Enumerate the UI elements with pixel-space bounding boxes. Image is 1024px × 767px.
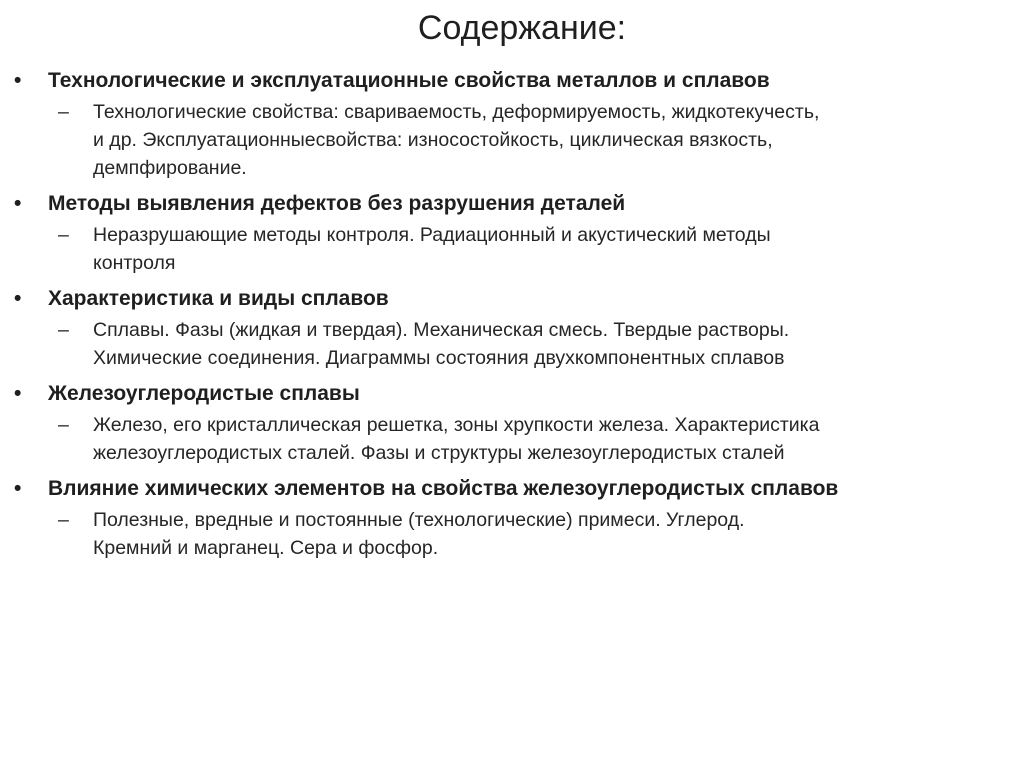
detail-line: Кремний и марганец. Сера и фосфор.	[93, 537, 439, 559]
bullet-icon: •	[14, 382, 22, 405]
contents-section	[0, 189, 1024, 277]
bullet-icon: •	[14, 287, 22, 310]
section-detail	[0, 411, 1024, 467]
contents-section	[0, 66, 1024, 182]
detail-line: контроля	[93, 252, 176, 274]
dash-icon: –	[58, 509, 69, 531]
contents-section	[0, 379, 1024, 467]
section-heading: Технологические и эксплуатационные свойства металлов и сплавов	[48, 69, 770, 92]
detail-line: Неразрушающие методы контроля. Радиационный и акустический методы	[93, 224, 771, 246]
dash-icon: –	[58, 414, 69, 436]
bullet-icon: •	[14, 192, 22, 215]
section-detail	[0, 98, 1024, 182]
section-heading: Влияние химических элементов на свойства железоуглеродистых сплавов	[48, 477, 839, 500]
detail-line: Полезные, вредные и постоянные (технологические) примеси. Углерод.	[93, 509, 745, 531]
detail-line: Железо, его кристаллическая решетка, зоны хрупкости железа. Характеристика	[93, 414, 820, 436]
contents-section	[0, 474, 1024, 562]
section-detail	[0, 316, 1024, 372]
dash-icon: –	[58, 101, 69, 123]
detail-line: и др. Эксплуатационныесвойства: износостойкость, циклическая вязкость,	[93, 129, 773, 151]
detail-line: Технологические свойства: свариваемость, деформируемость, жидкотекучесть,	[93, 101, 820, 123]
section-heading: Методы выявления дефектов без разрушения деталей	[48, 192, 626, 215]
section-detail	[0, 506, 1024, 562]
detail-line: железоуглеродистых сталей. Фазы и структуры железоуглеродистых сталей	[93, 442, 785, 464]
dash-icon: –	[58, 224, 69, 246]
detail-line: Химические соединения. Диаграммы состояния двухкомпонентных сплавов	[93, 347, 785, 369]
dash-icon: –	[58, 319, 69, 341]
section-heading: Характеристика и виды сплавов	[48, 287, 389, 310]
bullet-icon: •	[14, 69, 22, 92]
slide-title: Содержание:	[417, 9, 627, 47]
contents-section	[0, 284, 1024, 372]
detail-line: демпфирование.	[93, 157, 247, 179]
detail-line: Сплавы. Фазы (жидкая и твердая). Механическая смесь. Твердые растворы.	[93, 319, 790, 341]
bullet-icon: •	[14, 477, 22, 500]
section-heading: Железоуглеродистые сплавы	[48, 382, 360, 405]
contents-list	[0, 66, 1024, 569]
section-detail	[0, 221, 1024, 277]
